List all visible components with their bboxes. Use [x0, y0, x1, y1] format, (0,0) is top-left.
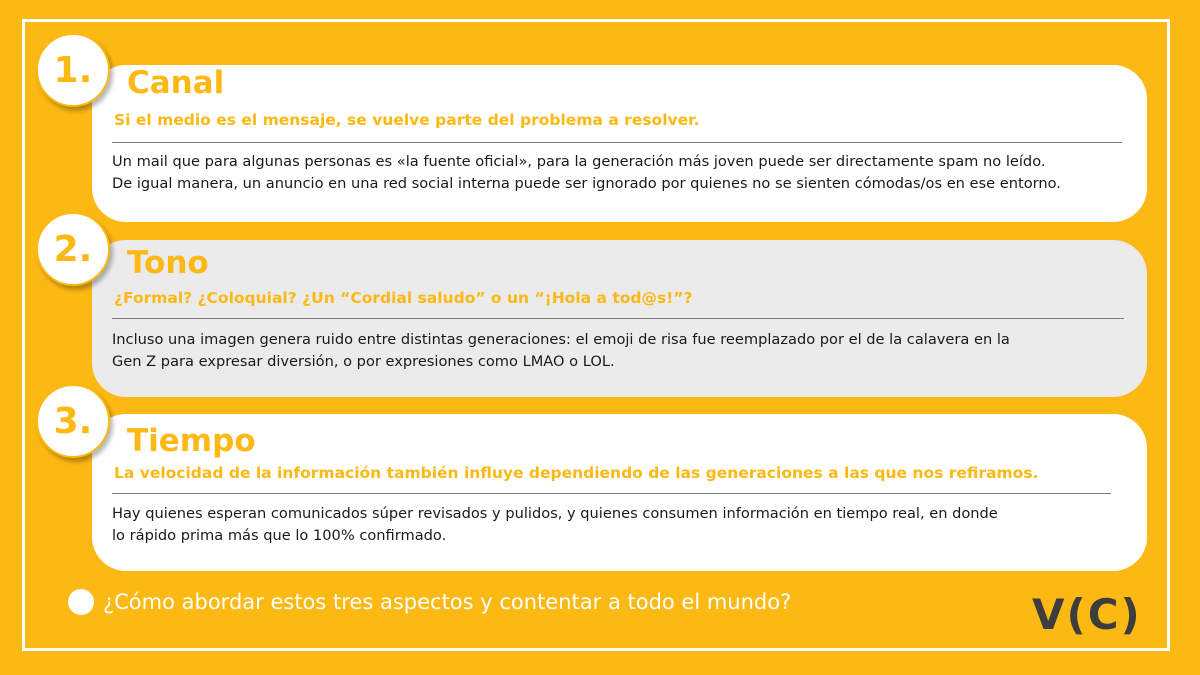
- section-divider: [112, 493, 1111, 494]
- bullet-dot: [68, 589, 94, 615]
- body-line: Hay quienes esperan comunicados súper revisados y pulidos, y quienes consumen información en tiempo real, en donde: [112, 505, 998, 522]
- section-card-canal: [92, 65, 1147, 222]
- section-body: [112, 503, 998, 547]
- section-divider: [112, 318, 1124, 319]
- body-line: Incluso una imagen genera ruido entre distintas generaciones: el emoji de risa fue reemplazado por el de la calavera en la: [112, 331, 1010, 348]
- section-body: [112, 151, 1061, 195]
- body-line: lo rápido prima más que lo 100% confirmado.: [112, 527, 447, 544]
- section-title: Tono: [127, 245, 209, 281]
- section-subtitle: La velocidad de la información también influye dependiendo de las generaciones a las que nos refiramos.: [114, 464, 1039, 482]
- section-number-badge: 3.: [36, 384, 110, 458]
- section-subtitle: Si el medio es el mensaje, se vuelve parte del problema a resolver.: [114, 111, 700, 129]
- section-number-badge: 1.: [36, 33, 110, 107]
- brand-logo: V(C): [1032, 590, 1142, 639]
- body-line: Gen Z para expresar diversión, o por expresiones como LMAO o LOL.: [112, 353, 615, 370]
- closing-question: ¿Cómo abordar estos tres aspectos y contentar a todo el mundo?: [103, 590, 792, 614]
- section-title: Canal: [127, 65, 225, 101]
- section-body: [112, 329, 1010, 373]
- section-number-badge: 2.: [36, 212, 110, 286]
- section-subtitle: ¿Formal? ¿Coloquial? ¿Un “Cordial saludo” o un “¡Hola a tod@s!”?: [114, 289, 693, 307]
- body-line: Un mail que para algunas personas es «la fuente oficial», para la generación más joven puede ser directamente spam no leído.: [112, 153, 1046, 170]
- section-title: Tiempo: [127, 423, 256, 459]
- body-line: De igual manera, un anuncio en una red social interna puede ser ignorado por quienes no se sienten cómodas/os en ese entorno.: [112, 175, 1061, 192]
- section-divider: [112, 142, 1122, 143]
